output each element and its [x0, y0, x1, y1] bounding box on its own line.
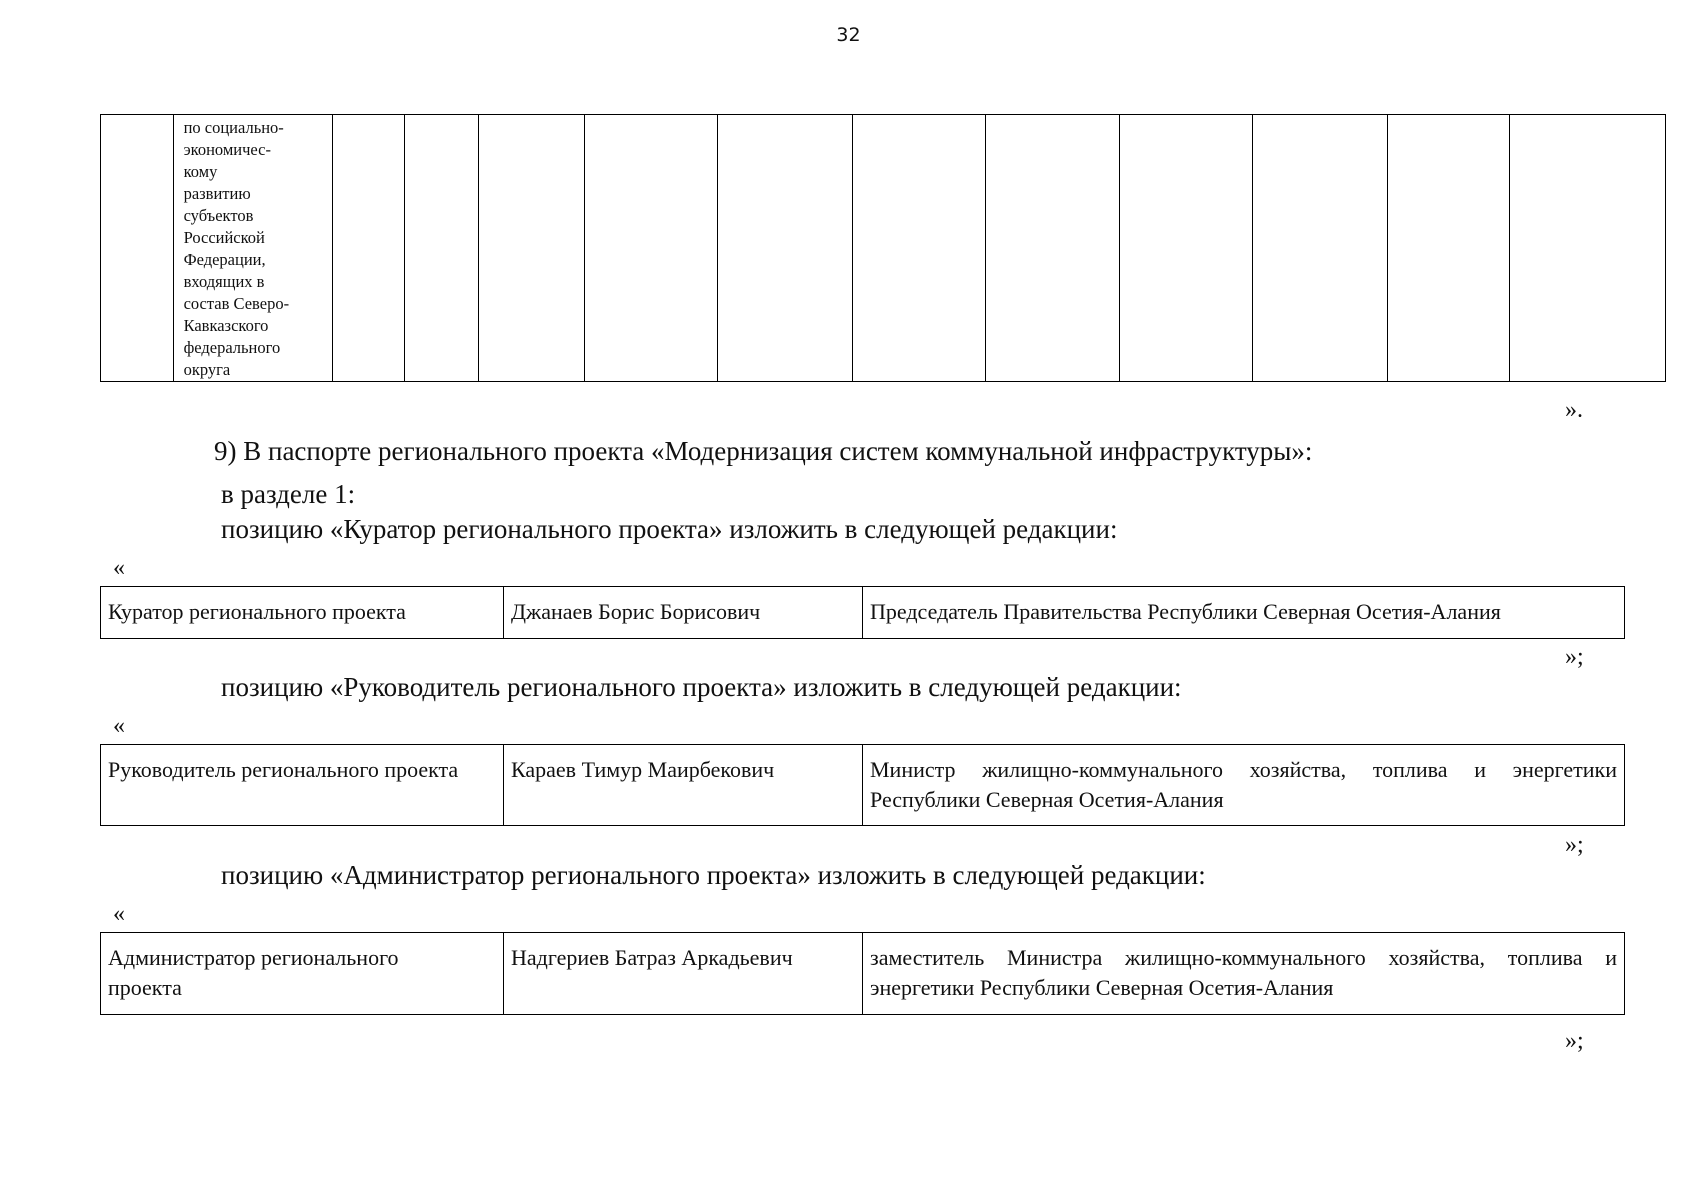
opening-quote: «: [113, 713, 125, 739]
table-cell: [718, 115, 852, 382]
title-cell: Председатель Правительства Республики Северная Осетия-Алания: [863, 587, 1625, 639]
head-intro: позицию «Руководитель регионального проекта» изложить в следующей редакции:: [221, 672, 1182, 702]
table-cell: [985, 115, 1119, 382]
closing-quote: »;: [1565, 832, 1584, 858]
table-cell: [101, 115, 174, 382]
curator-table: [100, 586, 1625, 639]
section-heading: в разделе 1:: [221, 479, 356, 509]
table-row: [101, 745, 1625, 826]
head-table: [100, 744, 1625, 826]
admin-intro: позицию «Администратор регионального проекта» изложить в следующей редакции:: [221, 860, 1206, 890]
cell-text: по социально- экономичес- кому развитию субъектов Российской Федерации, входящих в состав Северо- Кавказского федерального округа: [183, 118, 290, 379]
closing-quote: »;: [1565, 644, 1584, 670]
table-cell: [585, 115, 718, 382]
table-cell: [1253, 115, 1387, 382]
table-cell: [405, 115, 479, 382]
table-cell: [332, 115, 405, 382]
table-row: [101, 587, 1625, 639]
table-cell: [173, 115, 332, 382]
table-cell: [1387, 115, 1509, 382]
position-cell: Руководитель регионального проекта: [101, 745, 504, 826]
continued-table: [100, 114, 1666, 382]
title-cell: заместитель Министра жилищно-коммунального хозяйства, топлива и энергетики Республики Северная Осетия-Алания: [863, 933, 1625, 1015]
person-cell: Надгериев Батраз Аркадьевич: [504, 933, 863, 1015]
table-cell: [1509, 115, 1665, 382]
table-row: [101, 933, 1625, 1015]
page-number: 32: [836, 24, 861, 46]
closing-quote: ».: [1565, 397, 1583, 423]
opening-quote: «: [113, 555, 125, 581]
table-cell: [1120, 115, 1253, 382]
position-cell: Администратор регионального проекта: [101, 933, 504, 1015]
admin-table: [100, 932, 1625, 1015]
title-cell: Министр жилищно-коммунального хозяйства, топлива и энергетики Республики Северная Осетия-Алания: [863, 745, 1625, 826]
table-cell: [852, 115, 985, 382]
closing-quote: »;: [1565, 1028, 1584, 1054]
person-cell: Джанаев Борис Борисович: [504, 587, 863, 639]
opening-quote: «: [113, 901, 125, 927]
table-cell: [478, 115, 584, 382]
curator-intro: позицию «Куратор регионального проекта» изложить в следующей редакции:: [221, 514, 1118, 544]
table-row: [101, 115, 1666, 382]
person-cell: Караев Тимур Маирбекович: [504, 745, 863, 826]
paragraph-9: 9) В паспорте регионального проекта «Модернизация систем коммунальной инфраструктуры»:: [214, 436, 1313, 466]
position-cell: Куратор регионального проекта: [101, 587, 504, 639]
